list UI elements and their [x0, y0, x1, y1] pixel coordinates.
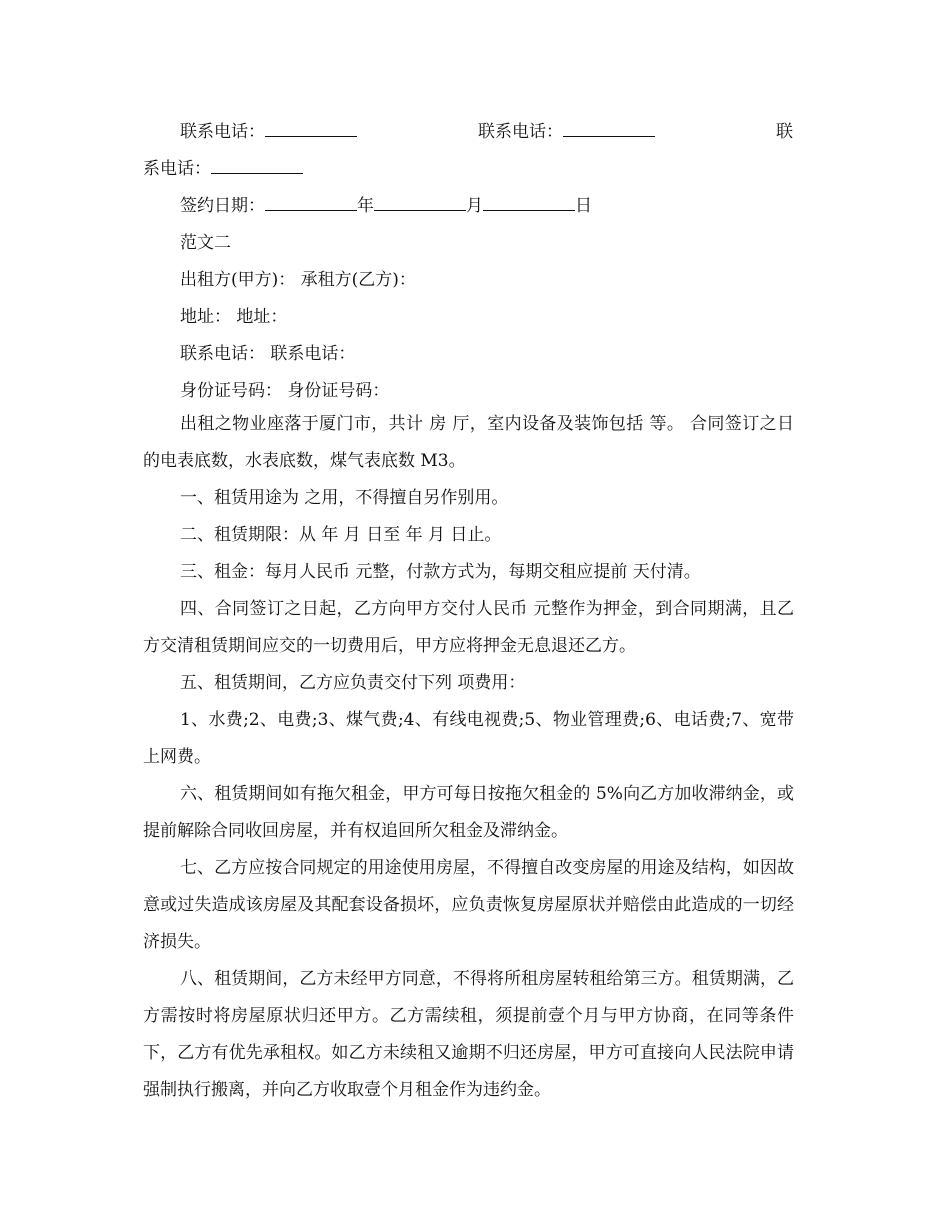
- paragraph-clause-8: 八、租赁期间，乙方未经甲方同意，不得将所租房屋转租给第三方。租赁期满，乙方需按时将房屋原状归还甲方。乙方需续租，须提前壹个月与甲方协商，在同等条件下，乙方有优先承租权。如乙方未续租又逾期不归还房屋，甲方可直接向人民法院申请强制执行搬离，并向乙方收取壹个月租金作为违约金。: [143, 969, 794, 1100]
- contact-label-1: 联系电话：: [180, 121, 357, 143]
- paragraph-clause-2: 二、租赁期限：从 年 月 日至 年 月 日止。: [180, 525, 502, 545]
- paragraph-clause-1: 一、租赁用途为 之用，不得擅自另作别用。: [180, 488, 509, 508]
- paragraph-clause-5: 五、租赁期间，乙方应负责交付下列 项费用：: [180, 673, 526, 693]
- sign-date-line: 签约日期： 年 月 日: [180, 196, 592, 216]
- address-line: 地址： 地址：: [180, 307, 288, 327]
- paragraph-fee-list: 1、水费;2、电费;3、煤气费;4、有线电视费;5、物业管理费;6、电话费;7、宽带上网费。: [143, 710, 794, 767]
- blank-line: [563, 122, 655, 137]
- paragraph-property: 出租之物业座落于厦门市，共计 房 厅，室内设备及装饰包括 等。 合同签订之日的电表底数，水表底数，煤气表底数 M3。: [143, 414, 794, 471]
- paragraph-clause-3: 三、租金：每月人民币 元整，付款方式为，每期交租应提前 天付清。: [180, 562, 701, 582]
- blank-line: [374, 196, 466, 211]
- paragraph-clause-7: 七、乙方应按合同规定的用途使用房屋，不得擅自改变房屋的用途及结构，如因故意或过失造成该房屋及其配套设备损坏，应负责恢复房屋原状并赔偿由此造成的一切经济损失。: [143, 858, 794, 952]
- id-line: 身份证号码： 身份证号码：: [180, 381, 390, 401]
- parties-line: 出租方(甲方)： 承租方(乙方)：: [180, 270, 416, 290]
- contact-label-3-start: 联: [776, 122, 793, 142]
- blank-line: [265, 122, 357, 137]
- blank-line: [483, 196, 575, 211]
- section-heading: 范文二: [180, 233, 231, 253]
- paragraph-clause-6: 六、租赁期间如有拖欠租金，甲方可每日按拖欠租金的 5%向乙方加收滞纳金，或提前解除合同收回房屋，并有权追回所欠租金及滞纳金。: [143, 784, 794, 841]
- contact-label-3-end: 系电话：: [143, 158, 303, 180]
- phone-line: 联系电话： 联系电话：: [180, 344, 356, 364]
- blank-line: [211, 159, 303, 174]
- blank-line: [265, 196, 357, 211]
- contact-label-2: 联系电话：: [478, 121, 655, 143]
- paragraph-clause-4: 四、合同签订之日起，乙方向甲方交付人民币 元整作为押金，到合同期满，且乙方交清租赁期间应交的一切费用后，甲方应将押金无息退还乙方。: [143, 599, 794, 656]
